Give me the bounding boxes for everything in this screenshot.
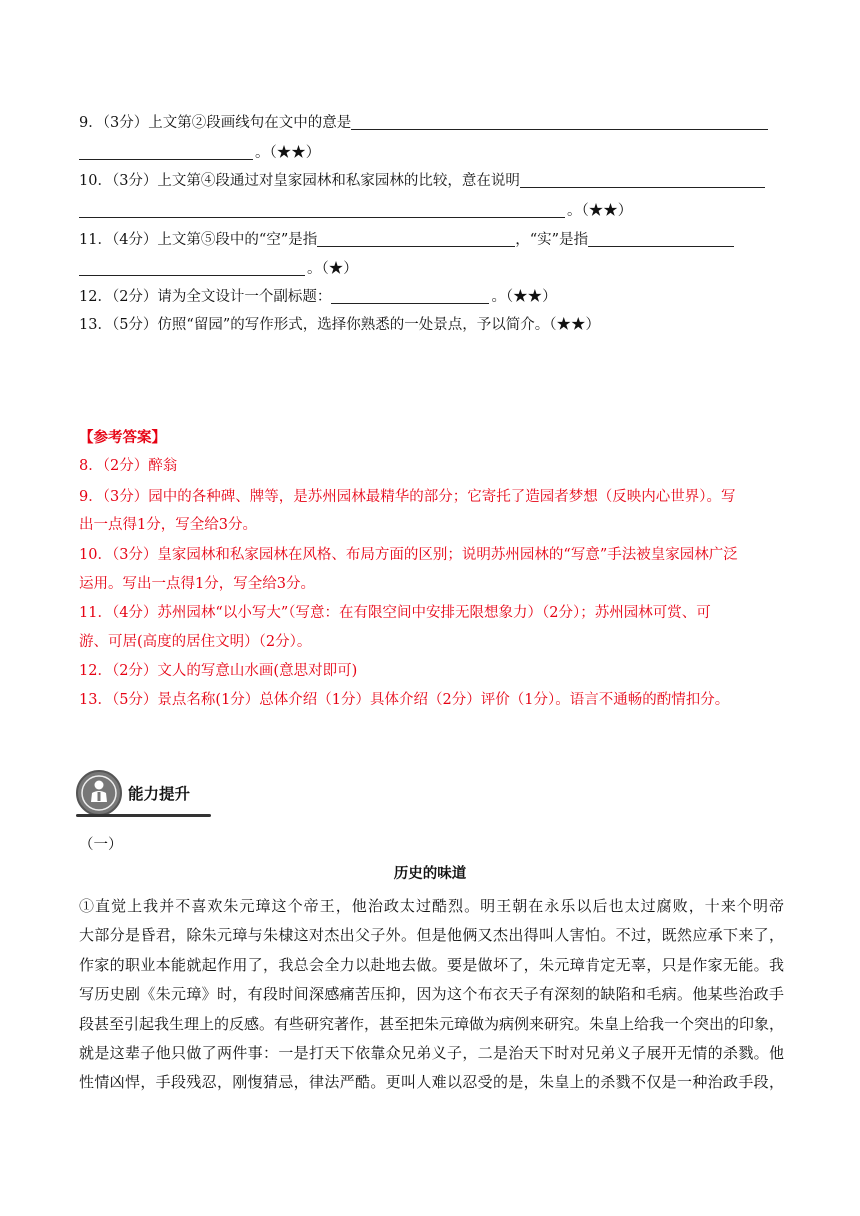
answer-blank[interactable] <box>79 201 565 218</box>
question-9 <box>79 108 784 138</box>
article-line: 写历史剧《朱元璋》时，有段时间深感痛苦压抑，因为这个布衣天子有深刻的缺陷和毛病。他某些治政手 <box>79 985 784 1004</box>
question-9-continued <box>79 138 784 168</box>
answer-blank[interactable] <box>588 230 734 247</box>
question-10-text: 10．（3分）上文第④段通过对皇家园林和私家园林的比较，意在说明 <box>79 173 520 189</box>
article-line: 性情凶悍，手段残忍，刚愎猜忌，律法严酷。更叫人难以忍受的是，朱皇上的杀戮不仅是一种治政手段， <box>79 1073 784 1092</box>
answer-line: 12．（2分）文人的写意山水画(意思对即可) <box>79 663 358 679</box>
question-11-text: 11．（4分）上文第⑤段中的“空”是指 <box>79 232 318 248</box>
answer-blank[interactable] <box>79 143 253 160</box>
ability-title: 能力提升 <box>128 785 191 803</box>
answer-line: 运用。写出一点得1分，写全给3分。 <box>79 576 315 592</box>
article-line: 作家的职业本能就起作用了，我总会全力以赴地去做。要是做坏了，朱元璋肯定无辜，只是作家无能。我 <box>79 955 784 974</box>
answer-blank[interactable] <box>317 230 515 247</box>
answer-line: 出一点得1分，写全给3分。 <box>79 517 257 533</box>
answer-line: 游、可居(高度的居住文明）（2分）。 <box>79 634 312 650</box>
answer-blank[interactable] <box>520 171 765 188</box>
answer-line: 8．（2分）醉翁 <box>79 458 178 474</box>
answers-heading: 【参考答案】 <box>79 430 166 446</box>
article-line: 大部分是昏君，除朱元璋与朱棣这对杰出父子外。但是他俩又杰出得叫人害怕。不过，既然应承下来了， <box>79 926 784 945</box>
question-13 <box>79 310 784 340</box>
article-title: 历史的味道 <box>393 866 467 882</box>
article-line: 就是这辈子他只做了两件事：一是打天下依靠众兄弟义子，二是治天下时对兄弟义子展开无情的杀戮。他 <box>79 1044 784 1063</box>
question-11-text-mid: ，“实”是指 <box>515 232 589 248</box>
article-body <box>79 892 784 1098</box>
question-12-text: 12．（2分）请为全文设计一个副标题： <box>79 289 332 305</box>
difficulty-stars: 。（★★） <box>567 203 633 219</box>
ability-section-header <box>76 770 211 818</box>
question-13-text: 13．（5分）仿照“留园”的写作形式，选择你熟悉的一处景点，予以简介。（★★） <box>79 317 600 333</box>
question-10 <box>79 166 784 196</box>
difficulty-stars: 。（★） <box>307 261 358 277</box>
section-underline <box>76 814 211 817</box>
answer-blank[interactable] <box>351 113 768 130</box>
question-11 <box>79 225 784 255</box>
difficulty-stars: 。（★★） <box>255 145 321 161</box>
answer-line: 11．（4分）苏州园林“以小写大”（写意：在有限空间中安排无限想象力）（2分）；苏州园林可赏、可 <box>79 605 711 621</box>
answer-line: 9．（3分）园中的各种碑、牌等，是苏州园林最精华的部分；它寄托了造园者梦想（反映内心世界）。写 <box>79 489 736 505</box>
article-line: 段甚至引起我生理上的反感。有些研究著作，甚至把朱元璋做为病例来研究。朱皇上给我一个突出的印象， <box>79 1014 785 1033</box>
question-9-text: 9．（3分）上文第②段画线句在文中的意是 <box>79 115 352 131</box>
question-11-continued <box>79 254 784 284</box>
answer-line: 10．（3分）皇家园林和私家园林在风格、布局方面的区别；说明苏州园林的“写意”手法被皇家园林广泛 <box>79 547 738 563</box>
section-label: （一） <box>79 837 123 853</box>
article-line: ①直觉上我并不喜欢朱元璋这个帝王，他治政太过酷烈。明王朝在永乐以后也太过腐败，十来个明帝 <box>79 897 784 915</box>
answer-blank[interactable] <box>331 287 489 304</box>
question-12 <box>79 282 784 312</box>
difficulty-stars: 。（★★） <box>491 289 557 305</box>
answer-blank[interactable] <box>79 259 305 276</box>
question-10-continued <box>79 196 784 226</box>
person-badge-icon <box>76 770 122 816</box>
answer-line: 13．（5分）景点名称(1分）总体介绍（1分）具体介绍（2分）评价（1分）。语言不通畅的酌情扣分。 <box>79 692 730 708</box>
